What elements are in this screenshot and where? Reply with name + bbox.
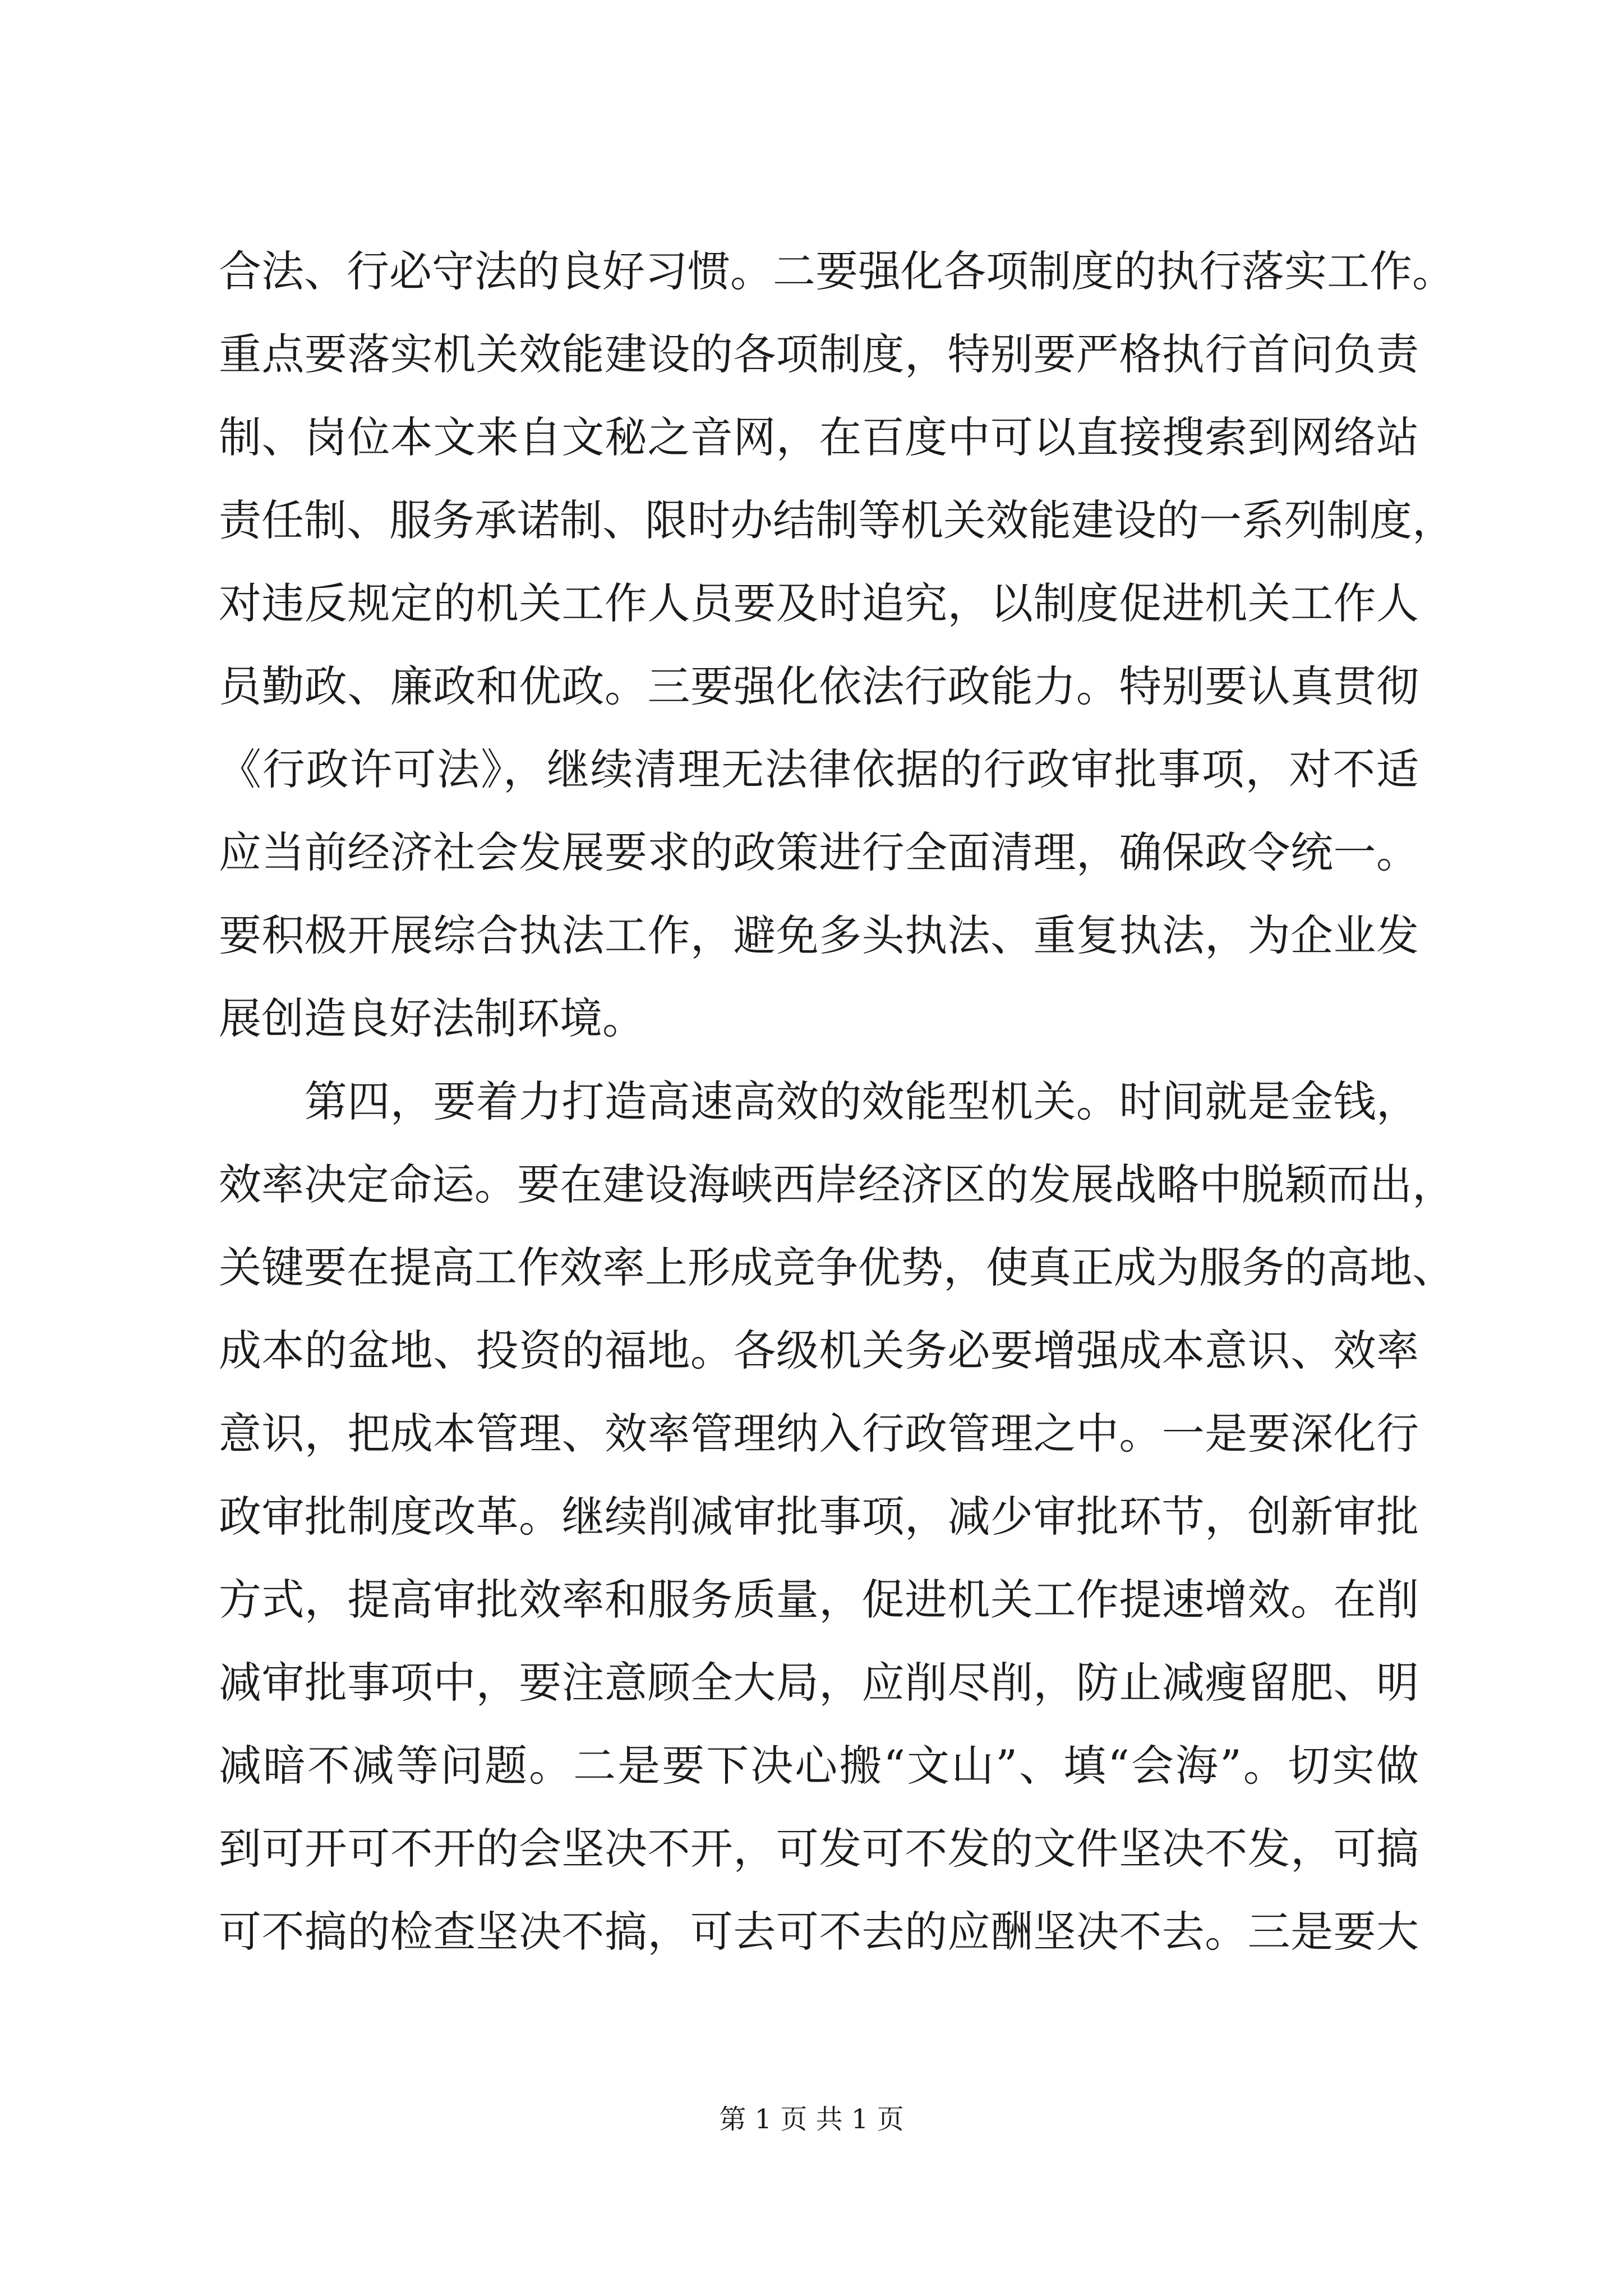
- text-line-2: 重点要落实机关效能建设的各项制度，特别要严格执行首问负责: [219, 329, 1419, 379]
- text-line-1: 合法、行必守法的良好习惯。二要强化各项制度的执行落实工作。: [219, 246, 1455, 296]
- text-line-14: 成本的盆地、投资的福地。各级机关务必要增强成本意识、效率: [219, 1326, 1419, 1375]
- text-line-19: 减暗不减等问题。二是要下决心搬“文山”、填“会海”。切实做: [219, 1741, 1419, 1791]
- text-line-13: 关键要在提高工作效率上形成竞争优势，使真正成为服务的高地、: [219, 1243, 1455, 1292]
- text-line-18: 减审批事项中，要注意顾全大局，应削尽削，防止减瘦留肥、明: [219, 1658, 1419, 1708]
- text-line-16: 政审批制度改革。继续削减审批事项，减少审批环节，创新审批: [219, 1492, 1419, 1542]
- text-line-15: 意识，把成本管理、效率管理纳入行政管理之中。一是要深化行: [219, 1409, 1419, 1458]
- text-line-12: 效率决定命运。要在建设海峡西岸经济区的发展战略中脱颖而出，: [219, 1159, 1455, 1209]
- text-line-20: 到可开可不开的会坚决不开，可发可不发的文件坚决不发，可搞: [219, 1824, 1419, 1874]
- text-line-21: 可不搞的检查坚决不搞，可去可不去的应酬坚决不去。三是要大: [219, 1907, 1419, 1957]
- page-number-footer: 第 1 页 共 1 页: [719, 2104, 904, 2135]
- text-line-3: 制、岗位本文来自文秘之音网，在百度中可以直接搜索到网络站: [219, 412, 1419, 462]
- text-line-17: 方式，提高审批效率和服务质量，促进机关工作提速增效。在削: [219, 1575, 1419, 1625]
- text-line-11: 第四，要着力打造高速高效的效能型机关。时间就是金钱，: [219, 1076, 1419, 1126]
- text-line-7: 《行政许可法》，继续清理无法律依据的行政审批事项，对不适: [219, 744, 1419, 794]
- text-line-8: 应当前经济社会发展要求的政策进行全面清理，确保政令统一。: [219, 827, 1419, 877]
- text-line-4: 责任制、服务承诺制、限时办结制等机关效能建设的一系列制度，: [219, 495, 1455, 545]
- text-line-6: 员勤政、廉政和优政。三要强化依法行政能力。特别要认真贯彻: [219, 661, 1419, 711]
- text-line-10: 展创造良好法制环境。: [219, 993, 645, 1043]
- text-line-5: 对违反规定的机关工作人员要及时追究，以制度促进机关工作人: [219, 578, 1419, 628]
- text-line-9: 要积极开展综合执法工作，避免多头执法、重复执法，为企业发: [219, 910, 1419, 960]
- document-body: [219, 230, 1455, 1973]
